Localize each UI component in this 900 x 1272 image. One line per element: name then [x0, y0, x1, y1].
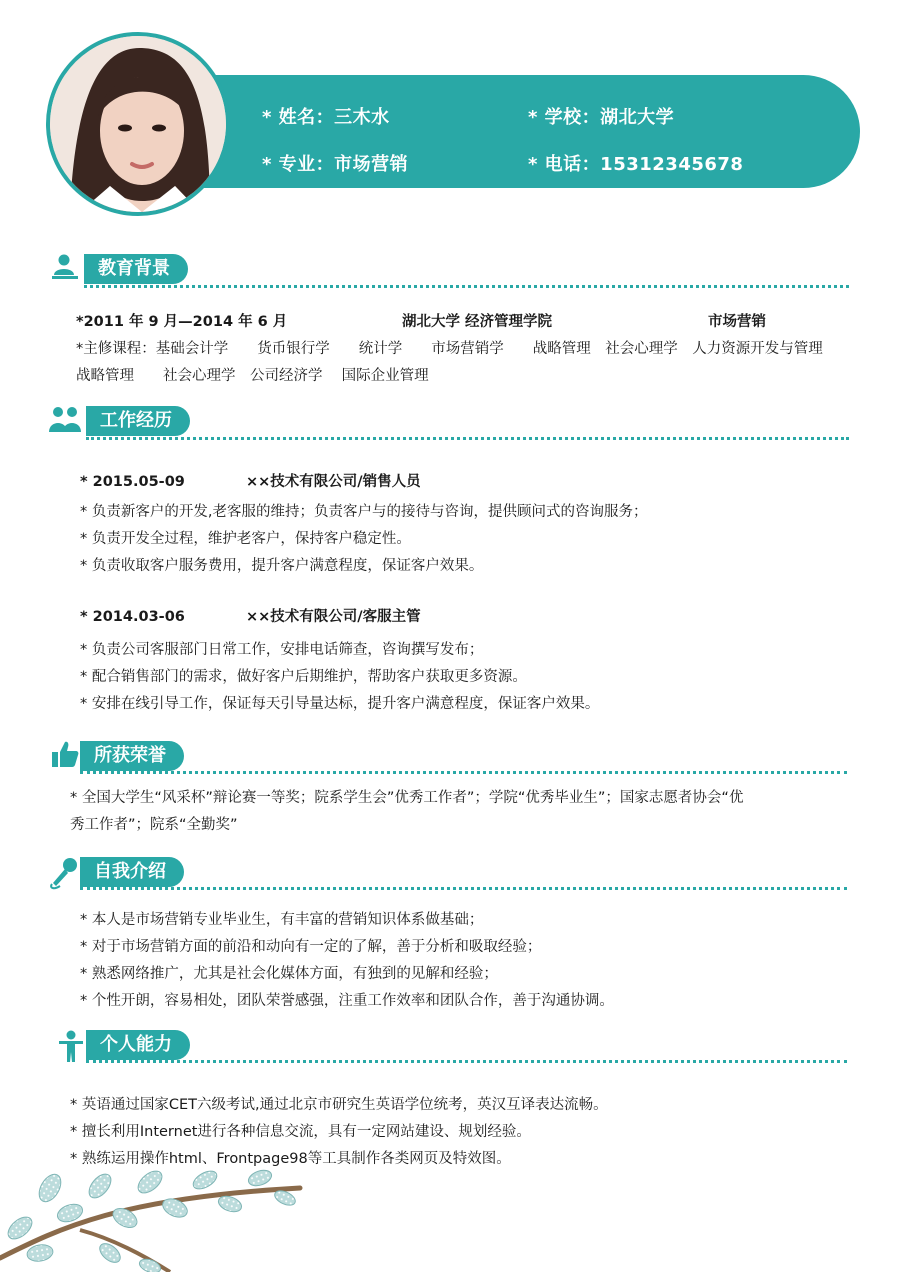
divider	[86, 437, 849, 440]
avatar	[50, 36, 226, 212]
intro-item: * 本人是市场营销专业毕业生，有丰富的营销知识体系做基础；	[80, 912, 484, 928]
education-period: *2011 年 9 月—2014 年 6 月	[76, 314, 288, 330]
divider	[80, 771, 847, 774]
name-field: * 姓名：三木水	[262, 107, 390, 128]
intro-item: * 个性开朗，容易相处，团队荣誉感强，注重工作效率和团队合作，善于沟通协调。	[80, 993, 614, 1009]
skill-item: * 擅长利用Internet进行各种信息交流，具有一定网站建设、规划经验。	[70, 1124, 531, 1140]
skill-item: * 熟练运用操作html、Frontpage98等工具制作各类网页及特效图。	[70, 1151, 511, 1167]
education-school: 湖北大学 经济管理学院	[402, 314, 553, 330]
education-courses: *主修课程：基础会计学 货币银行学 统计学 市场营销学 战略管理 社会心理学 人力资源开发与管理	[76, 341, 823, 357]
avatar-frame	[46, 32, 230, 216]
job-duty: * 负责开发全过程，维护老客户，保持客户稳定性。	[80, 531, 411, 547]
job-duty: * 安排在线引导工作，保证每天引导量达标，提升客户满意程度，保证客户效果。	[80, 696, 600, 712]
section-title-education: 教育背景	[84, 254, 188, 284]
divider	[84, 285, 849, 288]
person-icon	[58, 1030, 84, 1064]
job-company: ××技术有限公司/客服主管	[246, 609, 421, 625]
education-courses-cont: 战略管理 社会心理学 公司经济学 国际企业管理	[76, 368, 429, 384]
section-title-skills: 个人能力	[86, 1030, 190, 1060]
divider	[80, 887, 847, 890]
job-duty: * 负责新客户的开发,老客服的维持；负责客户与的接待与咨询，提供顾问式的咨询服务；	[80, 504, 648, 520]
microphone-icon	[48, 856, 80, 890]
education-major: 市场营销	[708, 314, 766, 330]
job-duty: * 负责公司客服部门日常工作，安排电话筛查，咨询撰写发布；	[80, 642, 484, 658]
major-field: * 专业：市场营销	[262, 154, 409, 175]
section-title-work: 工作经历	[86, 406, 190, 436]
school-field: * 学校：湖北大学	[528, 107, 675, 128]
branch-leaves-icon	[0, 1168, 310, 1272]
phone-field: * 电话：15312345678	[528, 154, 744, 175]
section-title-honors: 所获荣誉	[80, 741, 184, 771]
honors-text: * 全国大学生“风采杯”辩论赛一等奖；院系学生会”优秀工作者”；学院“优秀毕业生”；国家志愿者协会“优	[70, 790, 744, 806]
people-icon	[48, 404, 82, 436]
section-title-intro: 自我介绍	[80, 857, 184, 887]
job-company: ××技术有限公司/销售人员	[246, 474, 421, 490]
job-duty: * 配合销售部门的需求，做好客户后期维护，帮助客户获取更多资源。	[80, 669, 527, 685]
skill-item: * 英语通过国家CET六级考试,通过北京市研究生英语学位统考，英汉互译表达流畅。	[70, 1097, 608, 1113]
job-period: * 2015.05-09	[80, 474, 185, 490]
intro-item: * 熟悉网络推广，尤其是社会化媒体方面，有独到的见解和经验；	[80, 966, 498, 982]
job-period: * 2014.03-06	[80, 609, 185, 625]
thumbs-up-icon	[50, 739, 80, 769]
person-desk-icon	[50, 253, 80, 283]
job-duty: * 负责收取客户服务费用，提升客户满意程度，保证客户效果。	[80, 558, 484, 574]
intro-item: * 对于市场营销方面的前沿和动向有一定的了解，善于分析和吸取经验；	[80, 939, 542, 955]
divider	[86, 1060, 847, 1063]
honors-text-cont: 秀工作者”；院系“全勤奖”	[70, 817, 238, 833]
